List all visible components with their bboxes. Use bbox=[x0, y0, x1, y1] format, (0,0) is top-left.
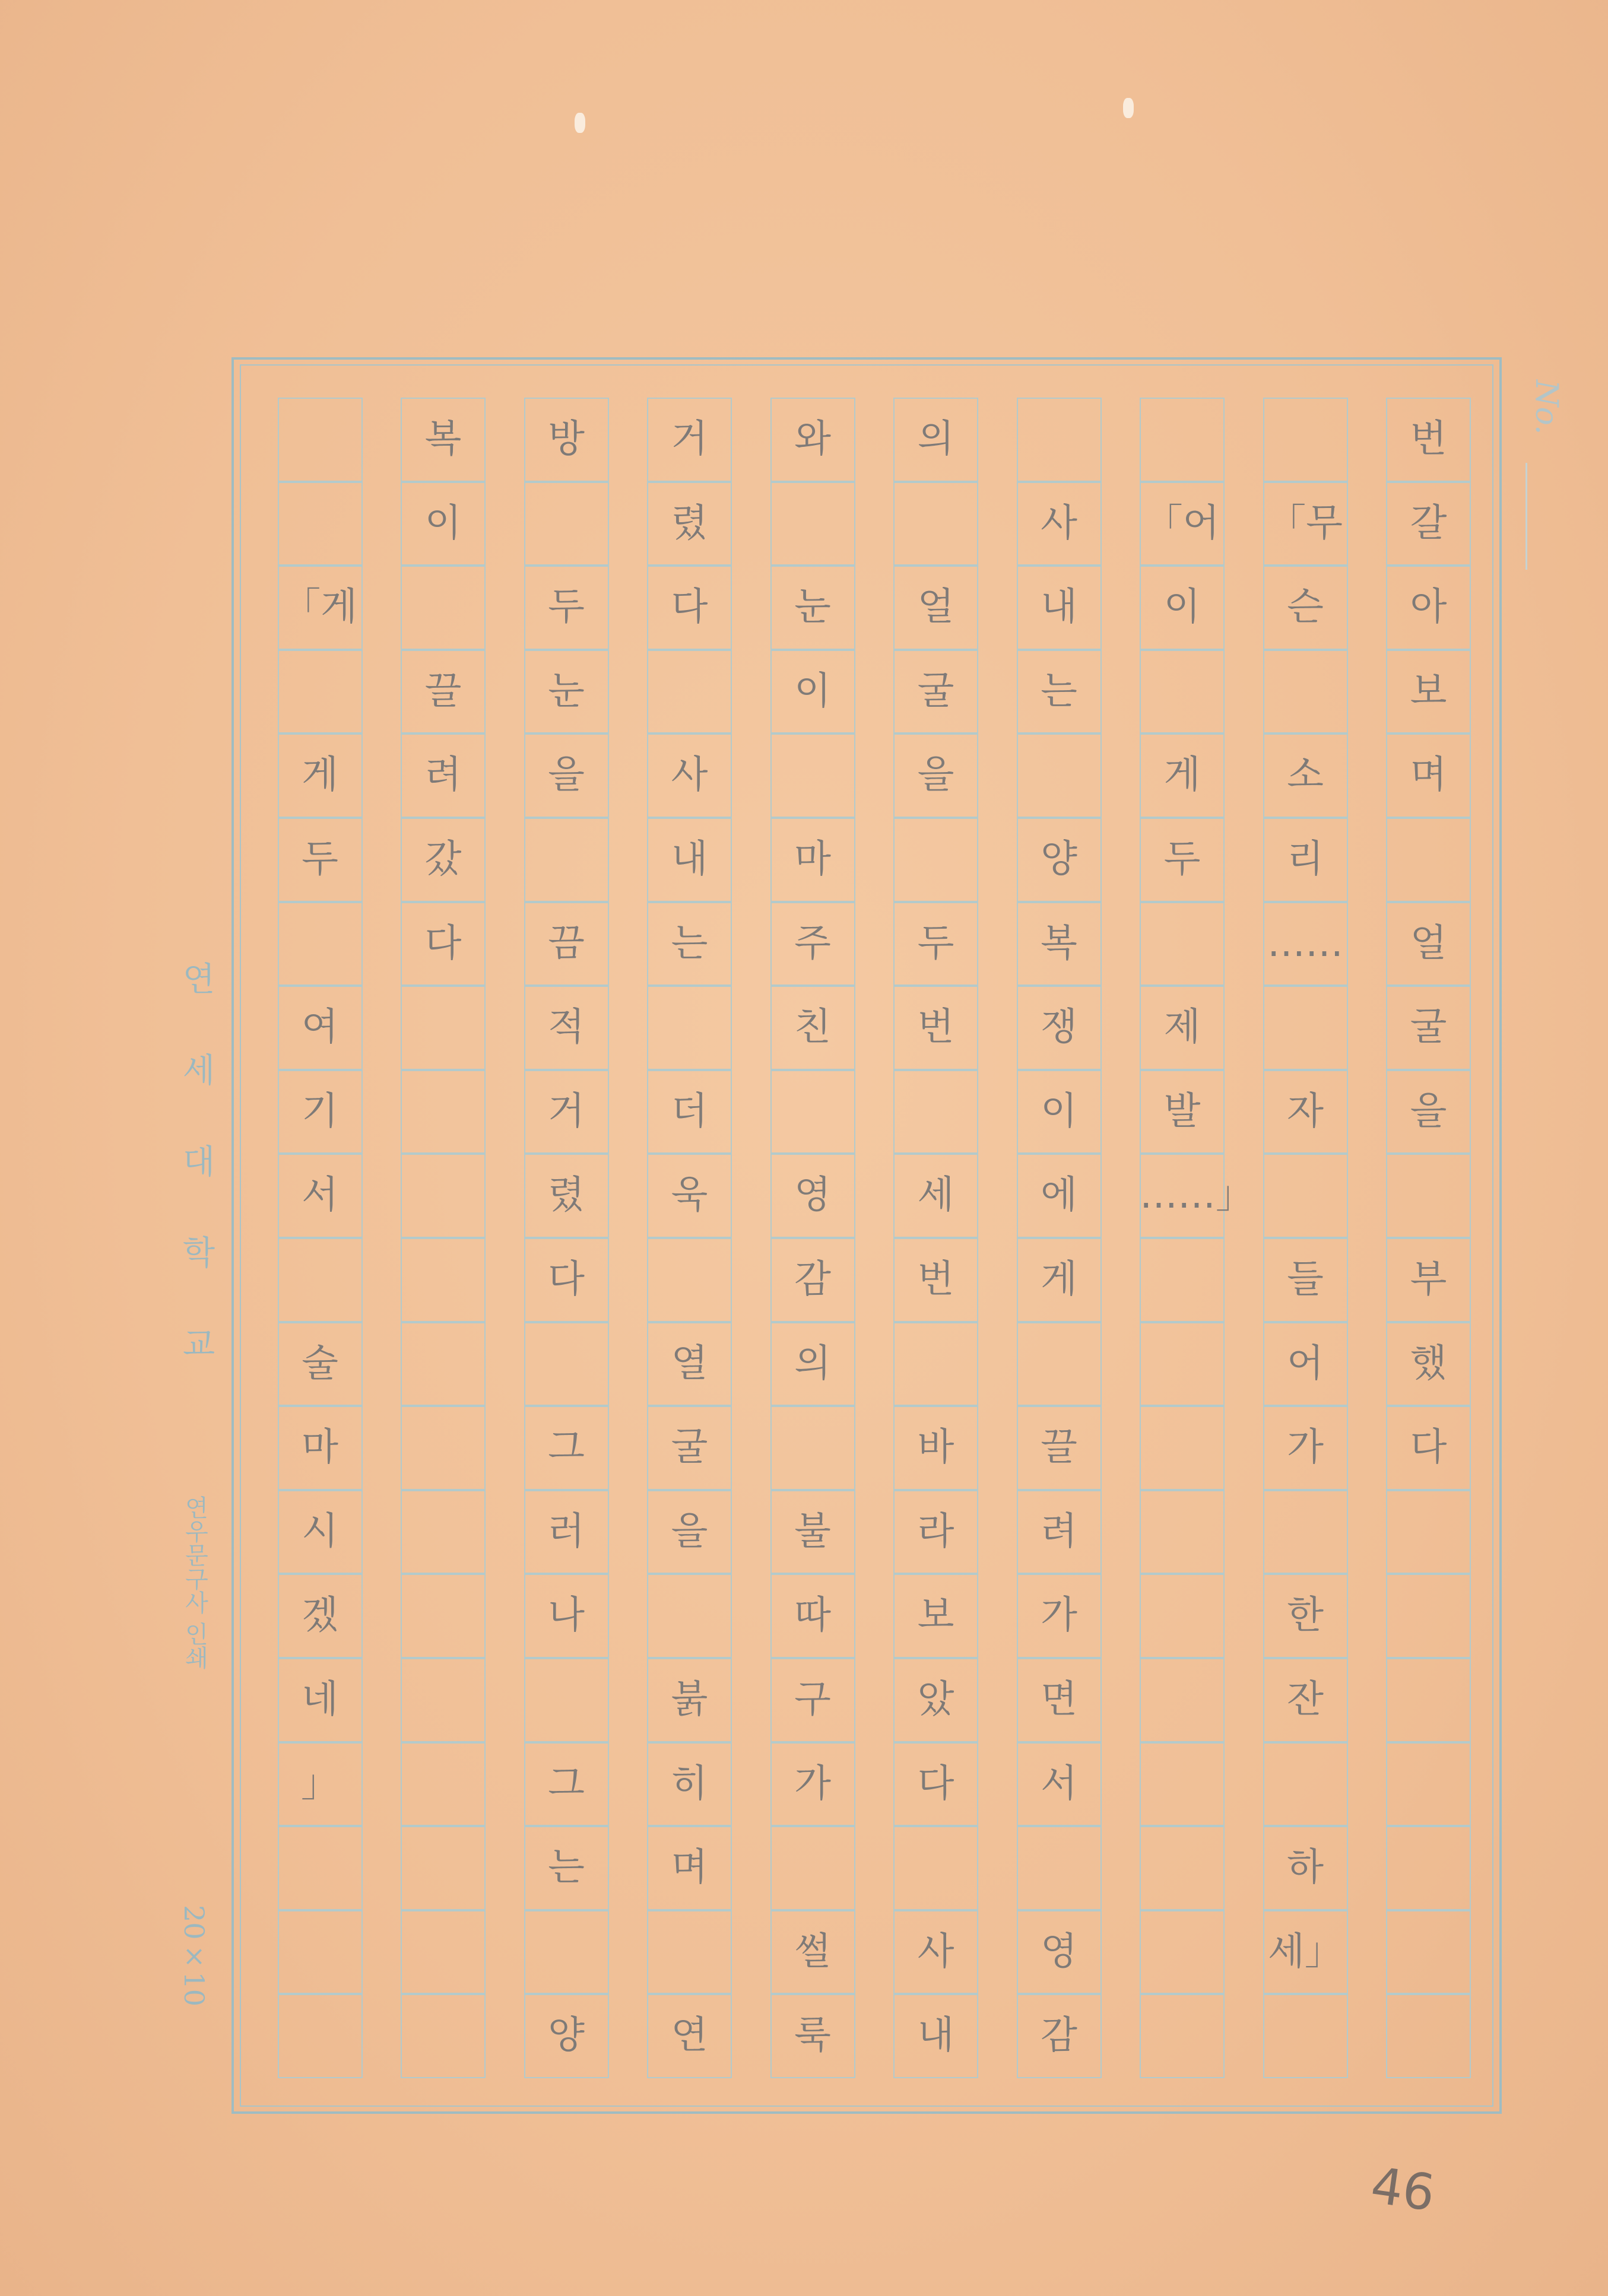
handwritten-char: 끔 bbox=[548, 921, 585, 966]
handwritten-char bbox=[401, 566, 486, 650]
handwritten-char: 라 bbox=[917, 1509, 954, 1554]
handwritten-char: 을 bbox=[1410, 1089, 1447, 1133]
handwritten-char: 다 bbox=[917, 1761, 954, 1806]
handwritten-char: 내 bbox=[671, 837, 708, 881]
handwritten-char: 이 bbox=[424, 501, 462, 545]
handwritten-char: 룩 bbox=[794, 2014, 831, 2058]
handwritten-char: …… bbox=[1267, 921, 1343, 966]
handwritten-char bbox=[1017, 1826, 1102, 1910]
handwritten-char: 세」 bbox=[1268, 1929, 1343, 1974]
handwritten-char: 내 bbox=[1041, 585, 1077, 630]
pin-hole-right bbox=[1123, 98, 1134, 118]
handwritten-char: 여 bbox=[302, 1005, 338, 1050]
handwritten-char: 며 bbox=[671, 1846, 708, 1890]
handwritten-char: 기 bbox=[302, 1089, 338, 1133]
handwritten-char: 세 bbox=[917, 1173, 954, 1218]
handwritten-char: 복 bbox=[424, 417, 462, 461]
handwritten-char bbox=[1386, 1742, 1471, 1827]
handwritten-char: 눈 bbox=[794, 585, 831, 630]
handwritten-char: 게 bbox=[1041, 1257, 1077, 1301]
handwritten-char: 양 bbox=[1041, 837, 1077, 881]
handwritten-char: 방 bbox=[548, 417, 585, 461]
manuscript-column bbox=[1263, 398, 1348, 2078]
manuscript-column bbox=[401, 398, 486, 2078]
handwritten-char: 불 bbox=[794, 1509, 831, 1554]
handwritten-char bbox=[278, 902, 363, 986]
handwritten-char bbox=[1140, 650, 1225, 734]
handwritten-char: 며 bbox=[1410, 753, 1447, 798]
handwritten-char: 눈 bbox=[548, 669, 585, 713]
handwritten-char: 거 bbox=[671, 417, 708, 461]
handwritten-char: 친 bbox=[794, 1005, 831, 1050]
handwritten-char: 한 bbox=[1287, 1593, 1324, 1638]
handwritten-char bbox=[770, 1070, 855, 1154]
handwritten-char: 을 bbox=[917, 753, 954, 798]
handwritten-char: 」 bbox=[301, 1761, 339, 1806]
handwritten-char bbox=[1140, 1238, 1225, 1322]
handwritten-char: 굴 bbox=[671, 1425, 708, 1470]
handwritten-char: 사 bbox=[671, 753, 708, 798]
handwritten-char: 갔 bbox=[424, 837, 462, 881]
handwritten-char: 와 bbox=[794, 417, 831, 461]
handwritten-char bbox=[1386, 1490, 1471, 1574]
handwritten-char bbox=[278, 1994, 363, 2078]
handwritten-char bbox=[401, 986, 486, 1070]
manuscript-column bbox=[278, 398, 363, 2078]
handwritten-char bbox=[401, 1070, 486, 1154]
handwritten-char bbox=[1140, 1490, 1225, 1574]
handwritten-char bbox=[278, 482, 363, 566]
handwritten-char bbox=[401, 1574, 486, 1658]
handwritten-char: 마 bbox=[794, 837, 831, 881]
handwritten-char: 어 bbox=[1287, 1341, 1324, 1386]
handwritten-char: 연 bbox=[671, 2014, 708, 2058]
handwritten-char: 쟁 bbox=[1041, 1005, 1077, 1050]
handwritten-char: 발 bbox=[1163, 1089, 1201, 1133]
handwritten-char: 주 bbox=[794, 921, 831, 966]
handwritten-char: 에 bbox=[1041, 1173, 1077, 1218]
handwritten-char bbox=[1386, 1154, 1471, 1238]
handwritten-char: 네 bbox=[302, 1678, 338, 1722]
handwritten-char bbox=[1263, 1994, 1348, 2078]
handwritten-char: 러 bbox=[548, 1509, 585, 1554]
handwritten-char: 「게 bbox=[283, 585, 357, 630]
handwritten-char: 사 bbox=[917, 1929, 954, 1974]
handwritten-char: 얼 bbox=[1410, 921, 1447, 966]
handwritten-char bbox=[1263, 398, 1348, 482]
handwritten-char: 하 bbox=[1287, 1846, 1324, 1890]
manuscript-column bbox=[524, 398, 609, 2078]
handwritten-char bbox=[1263, 986, 1348, 1070]
manuscript-column bbox=[647, 398, 732, 2078]
handwritten-char: 두 bbox=[302, 837, 338, 881]
handwritten-char bbox=[1386, 1826, 1471, 1910]
handwritten-char bbox=[278, 1910, 363, 1995]
handwritten-char bbox=[1386, 1910, 1471, 1995]
handwritten-char: 「무 bbox=[1268, 501, 1343, 545]
handwritten-char: 술 bbox=[302, 1341, 338, 1386]
handwritten-char bbox=[1263, 1742, 1348, 1827]
handwritten-char bbox=[278, 398, 363, 482]
handwritten-char: 다 bbox=[424, 921, 462, 966]
handwritten-char: 부 bbox=[1410, 1257, 1447, 1301]
handwritten-char bbox=[401, 1406, 486, 1490]
page-number: 46 bbox=[1367, 2156, 1439, 2222]
handwritten-char: 소 bbox=[1287, 753, 1324, 798]
handwritten-char bbox=[1263, 1490, 1348, 1574]
handwritten-char: 구 bbox=[794, 1678, 831, 1722]
handwritten-char bbox=[1140, 1742, 1225, 1827]
handwritten-char bbox=[1263, 1154, 1348, 1238]
handwritten-char: 가 bbox=[1041, 1593, 1077, 1638]
handwritten-char: 려 bbox=[424, 753, 462, 798]
handwritten-char: 붉 bbox=[671, 1678, 708, 1722]
handwritten-char: 그 bbox=[548, 1425, 585, 1470]
handwritten-char bbox=[647, 650, 732, 734]
handwritten-char bbox=[1140, 1322, 1225, 1406]
handwritten-char: 자 bbox=[1287, 1089, 1324, 1133]
manuscript-column bbox=[893, 398, 978, 2078]
handwritten-char: 히 bbox=[671, 1761, 708, 1806]
handwritten-char: 렸 bbox=[671, 501, 708, 545]
pin-hole-left bbox=[575, 113, 585, 133]
handwritten-char: 했 bbox=[1410, 1341, 1447, 1386]
handwritten-char: 서 bbox=[302, 1173, 338, 1218]
handwritten-char bbox=[770, 733, 855, 818]
handwritten-char: 보 bbox=[1410, 669, 1447, 713]
handwritten-char bbox=[524, 1322, 609, 1406]
handwritten-char: 따 bbox=[794, 1593, 831, 1638]
handwritten-char: 거 bbox=[548, 1089, 585, 1133]
handwritten-char bbox=[401, 1658, 486, 1742]
handwritten-char: 을 bbox=[548, 753, 585, 798]
handwritten-char: 복 bbox=[1041, 921, 1077, 966]
manuscript-column bbox=[770, 398, 855, 2078]
handwritten-char: 이 bbox=[1163, 585, 1201, 630]
handwritten-char: 시 bbox=[302, 1509, 338, 1554]
handwritten-char bbox=[1017, 398, 1102, 482]
handwritten-char bbox=[1386, 1658, 1471, 1742]
handwritten-char: 다 bbox=[1410, 1425, 1447, 1470]
handwritten-char: 보 bbox=[917, 1593, 954, 1638]
handwritten-char bbox=[1140, 1910, 1225, 1995]
handwritten-char bbox=[524, 818, 609, 902]
handwritten-char bbox=[647, 1238, 732, 1322]
handwritten-char: 번 bbox=[917, 1257, 954, 1301]
handwritten-char bbox=[770, 1406, 855, 1490]
handwritten-char bbox=[1140, 398, 1225, 482]
handwritten-char bbox=[1140, 902, 1225, 986]
handwritten-char: 굴 bbox=[917, 669, 954, 713]
handwritten-char bbox=[401, 1742, 486, 1827]
handwritten-char: 제 bbox=[1163, 1005, 1201, 1050]
footer-printer: 연우문구사 인쇄 bbox=[181, 1495, 208, 1669]
handwritten-char: 끌 bbox=[424, 669, 462, 713]
handwritten-char bbox=[524, 1910, 609, 1995]
handwritten-char bbox=[647, 1910, 732, 1995]
handwritten-char bbox=[278, 1826, 363, 1910]
handwritten-char: 영 bbox=[794, 1173, 831, 1218]
footer-university: 연 세 대 학 교 bbox=[177, 961, 215, 1384]
handwritten-char bbox=[1386, 1574, 1471, 1658]
handwritten-char: 슨 bbox=[1287, 585, 1324, 630]
handwritten-char: 얼 bbox=[917, 585, 954, 630]
handwritten-char: 감 bbox=[1041, 2014, 1077, 2058]
handwritten-char bbox=[893, 1322, 978, 1406]
handwritten-char: 그 bbox=[548, 1761, 585, 1806]
handwritten-char: 마 bbox=[302, 1425, 338, 1470]
handwritten-char bbox=[401, 1826, 486, 1910]
handwritten-char: 는 bbox=[671, 921, 708, 966]
footer-grid-size: 20×10 bbox=[178, 1905, 210, 2007]
handwritten-char bbox=[1263, 650, 1348, 734]
handwritten-char: 나 bbox=[548, 1593, 585, 1638]
handwritten-char bbox=[401, 1994, 486, 2078]
handwritten-char: 「어 bbox=[1144, 501, 1220, 545]
handwritten-char: 아 bbox=[1410, 585, 1447, 630]
handwritten-char bbox=[1140, 1406, 1225, 1490]
handwritten-char bbox=[647, 1574, 732, 1658]
handwritten-char: 게 bbox=[1163, 753, 1201, 798]
handwritten-char: 리 bbox=[1287, 837, 1324, 881]
handwritten-char: 다 bbox=[548, 1257, 585, 1301]
handwritten-char: 서 bbox=[1041, 1761, 1077, 1806]
handwritten-char bbox=[893, 1826, 978, 1910]
handwritten-char: 렸 bbox=[548, 1173, 585, 1218]
handwritten-char: 굴 bbox=[1410, 1005, 1447, 1050]
handwritten-char: 사 bbox=[1041, 501, 1077, 545]
handwritten-char bbox=[1140, 1658, 1225, 1742]
handwritten-char: 들 bbox=[1287, 1257, 1324, 1301]
handwritten-char: 감 bbox=[794, 1257, 831, 1301]
handwritten-char: ……」 bbox=[1140, 1173, 1254, 1218]
handwritten-char: 다 bbox=[671, 585, 708, 630]
handwritten-char: 두 bbox=[548, 585, 585, 630]
manuscript-column bbox=[1140, 398, 1254, 2078]
handwritten-char: 두 bbox=[917, 921, 954, 966]
handwritten-char bbox=[893, 482, 978, 566]
handwritten-char bbox=[401, 1322, 486, 1406]
handwritten-char: 면 bbox=[1041, 1678, 1077, 1722]
handwritten-char: 영 bbox=[1041, 1929, 1077, 1974]
handwritten-char: 의 bbox=[917, 417, 954, 461]
handwritten-char: 의 bbox=[794, 1341, 831, 1386]
manuscript-column bbox=[1017, 398, 1102, 2078]
handwritten-char: 바 bbox=[917, 1425, 954, 1470]
handwritten-char bbox=[1140, 1994, 1225, 2078]
handwritten-char: 열 bbox=[671, 1341, 708, 1386]
handwritten-char bbox=[893, 1070, 978, 1154]
handwritten-char: 두 bbox=[1163, 837, 1201, 881]
handwritten-char bbox=[770, 482, 855, 566]
handwritten-char: 게 bbox=[302, 753, 338, 798]
header-number-line bbox=[1525, 463, 1527, 570]
handwritten-char: 번 bbox=[1410, 417, 1447, 461]
handwritten-char: 이 bbox=[1041, 1089, 1077, 1133]
handwritten-char: 았 bbox=[917, 1678, 954, 1722]
handwritten-char bbox=[647, 986, 732, 1070]
handwritten-char: 욱 bbox=[671, 1173, 708, 1218]
handwritten-char: 더 bbox=[671, 1089, 708, 1133]
handwritten-char: 썰 bbox=[794, 1929, 831, 1974]
handwritten-char: 끌 bbox=[1041, 1425, 1077, 1470]
handwritten-char bbox=[1017, 733, 1102, 818]
handwritten-char: 갈 bbox=[1410, 501, 1447, 545]
handwritten-char: 려 bbox=[1041, 1509, 1077, 1554]
header-number-label: No. bbox=[1528, 380, 1564, 435]
handwritten-char bbox=[401, 1154, 486, 1238]
handwritten-char bbox=[1386, 818, 1471, 902]
handwritten-char: 양 bbox=[548, 2014, 585, 2058]
handwritten-char: 겠 bbox=[302, 1593, 338, 1638]
handwritten-char: 번 bbox=[917, 1005, 954, 1050]
handwritten-char: 잔 bbox=[1287, 1678, 1324, 1722]
manuscript-column bbox=[1386, 398, 1471, 2078]
handwritten-char bbox=[524, 482, 609, 566]
handwritten-char bbox=[770, 1826, 855, 1910]
handwritten-char: 을 bbox=[671, 1509, 708, 1554]
handwritten-char: 내 bbox=[917, 2014, 954, 2058]
handwritten-char bbox=[401, 1490, 486, 1574]
handwritten-char bbox=[1386, 1994, 1471, 2078]
handwritten-char bbox=[401, 1910, 486, 1995]
handwritten-char: 는 bbox=[548, 1846, 585, 1890]
handwritten-char: 는 bbox=[1041, 669, 1077, 713]
handwritten-char bbox=[1140, 1826, 1225, 1910]
handwritten-char bbox=[278, 650, 363, 734]
handwritten-char bbox=[524, 1658, 609, 1742]
handwritten-char: 적 bbox=[548, 1005, 585, 1050]
handwritten-char bbox=[1140, 1574, 1225, 1658]
handwritten-char: 가 bbox=[1287, 1425, 1324, 1470]
handwritten-char: 가 bbox=[794, 1761, 831, 1806]
handwritten-char bbox=[278, 1238, 363, 1322]
handwritten-char bbox=[893, 818, 978, 902]
handwritten-char bbox=[1017, 1322, 1102, 1406]
handwritten-char bbox=[401, 1238, 486, 1322]
handwritten-char: 이 bbox=[794, 669, 831, 713]
